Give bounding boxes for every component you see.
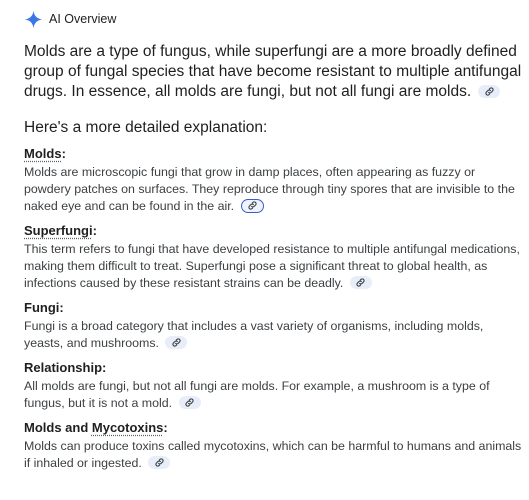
intro-text: Molds are a type of fungus, while superfungi are a more broadly defined group of fungal species that have become resistant to multiple antifungal drugs. In essence, all molds are fungi, but not all fungi are molds.	[24, 43, 522, 100]
section-body	[24, 318, 524, 352]
explanation-subheading: Here's a more detailed explanation:	[24, 119, 268, 136]
link-icon	[484, 86, 495, 97]
source-link-button[interactable]	[478, 85, 500, 98]
link-icon	[247, 200, 258, 211]
link-icon	[184, 397, 195, 408]
section-molds-and-mycotoxins	[24, 419, 524, 472]
section-body-text: All molds are fungi, but not all fungi are molds. For example, a mushroom is a type of fungus, but it is not a mold.	[24, 379, 490, 410]
section-title-prefix: Molds and	[24, 420, 92, 435]
section-title-term[interactable]: Molds	[24, 146, 62, 161]
source-link-button[interactable]	[179, 396, 201, 409]
section-title: Fungi:	[24, 300, 64, 315]
section-title	[24, 419, 524, 436]
section-superfungi	[24, 222, 524, 292]
section-body-text: Fungi is a broad category that includes a vast variety of organisms, including molds, yeasts, and mushrooms.	[24, 319, 484, 350]
section-body-text: This term refers to fungi that have developed resistance to multiple antifungal medications, making them difficult to treat. Superfungi pose a significant threat to global health, as infections caused by these resistant strains can be deadly.	[24, 242, 520, 290]
source-link-button[interactable]	[241, 199, 264, 213]
section-fungi	[24, 299, 524, 352]
section-body	[24, 438, 524, 472]
link-icon	[154, 457, 165, 468]
link-icon	[171, 337, 182, 348]
section-molds	[24, 145, 524, 215]
section-title-colon: :	[61, 146, 66, 161]
source-link-button[interactable]	[350, 276, 372, 289]
section-title-colon: :	[163, 420, 168, 435]
source-link-button[interactable]	[165, 336, 187, 349]
ai-overview-header	[24, 8, 524, 30]
ai-overview-title: AI Overview	[49, 12, 117, 26]
intro-paragraph	[24, 42, 524, 102]
sparkle-icon	[24, 10, 43, 29]
ai-overview-panel	[24, 8, 524, 472]
section-body	[24, 164, 524, 215]
section-relationship	[24, 359, 524, 412]
section-title-term[interactable]: Superfungi	[24, 223, 93, 238]
section-title	[24, 145, 524, 162]
source-link-button[interactable]	[148, 456, 170, 469]
section-title-term[interactable]: Mycotoxins	[91, 420, 164, 435]
section-title: Relationship:	[24, 360, 107, 375]
section-body	[24, 378, 524, 412]
section-body	[24, 241, 524, 292]
section-title-colon: :	[92, 223, 97, 238]
section-title	[24, 222, 524, 239]
section-body-text: Molds can produce toxins called mycotoxins, which can be harmful to humans and animals if inhaled or ingested.	[24, 439, 522, 470]
section-body-text: Molds are microscopic fungi that grow in damp places, often appearing as fuzzy or powdery patches on surfaces. They reproduce through tiny spores that are invisible to the naked eye and can be found in the air.	[24, 165, 515, 213]
link-icon	[355, 277, 366, 288]
